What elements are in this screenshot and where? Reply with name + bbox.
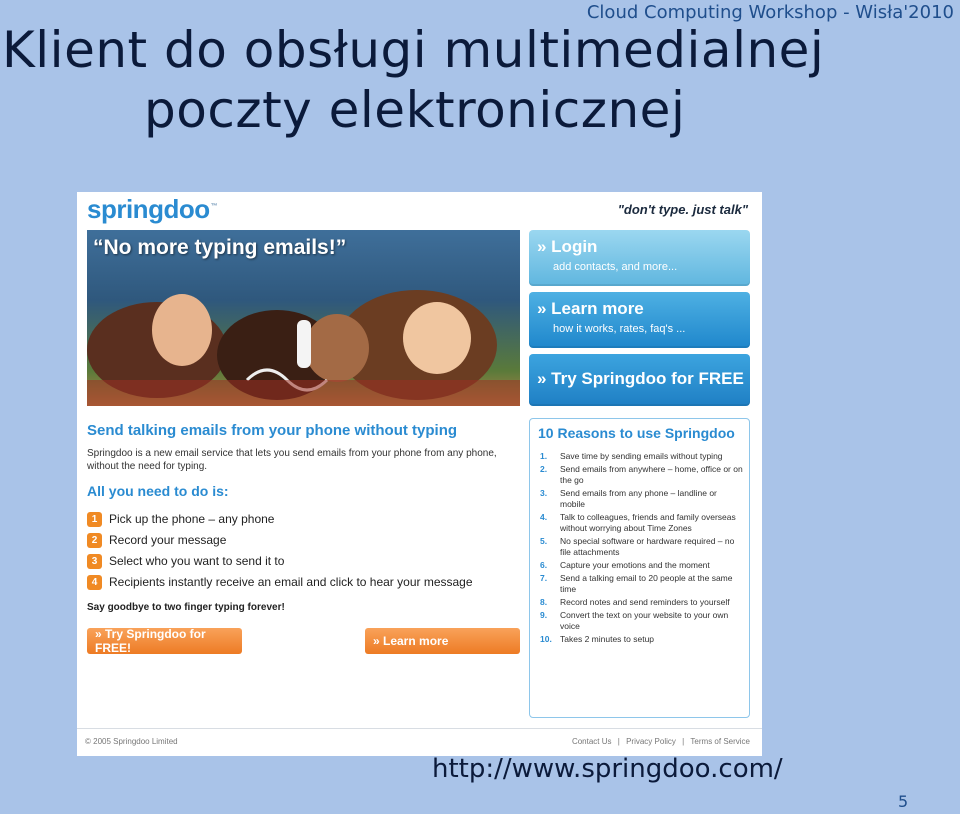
privacy-policy-link[interactable]: Privacy Policy	[626, 737, 676, 746]
reason-item	[540, 488, 743, 510]
send-heading: Send talking emails from your phone without typing	[87, 422, 458, 439]
reason-number: 6.	[540, 560, 548, 570]
reason-text: Send emails from any phone – landline or mobile	[560, 488, 717, 509]
slide-title-line-2: poczty elektronicznej	[144, 81, 686, 139]
contact-us-link[interactable]: Contact Us	[571, 737, 612, 746]
reason-item	[540, 573, 743, 595]
reasons-title: 10 Reasons to use Springdoo	[538, 425, 735, 441]
reason-item	[540, 451, 743, 462]
reason-number: 3.	[540, 488, 548, 498]
reason-item	[540, 634, 743, 645]
reason-number: 7.	[540, 573, 548, 583]
reason-number: 10.	[540, 634, 552, 644]
step-item	[87, 509, 520, 529]
reasons-list	[530, 451, 749, 645]
intro-text: Springdoo is a new email service that lets you send emails from your phone from any phone, without the need for typing.	[87, 448, 497, 472]
steps-list	[87, 509, 520, 592]
footer-links	[568, 737, 750, 746]
step-item	[87, 572, 520, 592]
slide-header-note: Cloud Computing Workshop - Wisła'2010	[586, 2, 954, 23]
reason-text: Capture your emotions and the moment	[560, 560, 710, 570]
footer-separator: |	[682, 737, 685, 746]
reason-text: Record notes and send reminders to yourself	[560, 597, 730, 607]
learn-more-subtitle: how it works, rates, faq's ...	[553, 323, 686, 335]
reason-text: Talk to colleagues, friends and family overseas without worrying about Time Zones	[560, 512, 736, 533]
springdoo-url[interactable]: http://www.springdoo.com/	[432, 754, 783, 784]
reason-number: 4.	[540, 512, 548, 522]
learn-more-title: » Learn more	[537, 299, 644, 318]
step-number-badge: 3	[87, 554, 102, 569]
footer-separator: |	[617, 737, 620, 746]
goodbye-text: Say goodbye to two finger typing forever!	[87, 602, 285, 613]
need-heading: All you need to do is:	[87, 483, 229, 499]
reason-number: 8.	[540, 597, 548, 607]
page-number: 5	[898, 792, 909, 811]
logo-trademark: ™	[210, 203, 218, 211]
learn-more-button[interactable]: » Learn more	[365, 628, 520, 654]
try-free-title: » Try Springdoo for FREE	[537, 369, 744, 388]
reason-text: Send emails from anywhere – home, office or on the go	[560, 464, 743, 485]
step-text: Pick up the phone – any phone	[109, 512, 275, 526]
springdoo-logo[interactable]	[87, 194, 217, 225]
step-item	[87, 530, 520, 550]
slide-title	[2, 20, 824, 140]
step-text: Recipients instantly receive an email and click to hear your message	[109, 575, 473, 589]
step-number-badge: 2	[87, 533, 102, 548]
reason-text: Save time by sending emails without typing	[560, 451, 723, 461]
reason-item	[540, 512, 743, 534]
step-number-badge: 1	[87, 512, 102, 527]
reason-text: No special software or hardware required – no file attachments	[560, 536, 735, 557]
site-footer	[77, 728, 762, 756]
logo-text: springdoo	[87, 194, 210, 224]
slide-title-line-1: Klient do obsługi multimedialnej	[2, 21, 825, 79]
reason-text: Send a talking email to 20 people at the same time	[560, 573, 733, 594]
copyright: © 2005 Springdoo Limited	[85, 737, 178, 746]
try-free-button[interactable]: » Try Springdoo for FREE!	[87, 628, 242, 654]
site-header	[77, 192, 762, 230]
reason-text: Convert the text on your website to your own voice	[560, 610, 729, 631]
step-text: Select who you want to send it to	[109, 554, 285, 568]
site-tagline: "don't type. just talk"	[617, 202, 748, 217]
step-number-badge: 4	[87, 575, 102, 590]
springdoo-screenshot	[77, 192, 762, 756]
reason-number: 1.	[540, 451, 548, 461]
main-content	[87, 422, 520, 613]
reason-number: 9.	[540, 610, 548, 620]
reason-item	[540, 464, 743, 486]
reason-number: 5.	[540, 536, 548, 546]
reasons-panel	[529, 418, 750, 718]
hero-quote: “No more typing emails!”	[93, 236, 347, 259]
login-subtitle: add contacts, and more...	[553, 261, 678, 273]
reason-item	[540, 597, 743, 608]
login-title: » Login	[537, 237, 598, 256]
step-text: Record your message	[109, 533, 227, 547]
reason-item	[540, 610, 743, 632]
reason-text: Takes 2 minutes to setup	[560, 634, 655, 644]
login-button[interactable]	[529, 230, 750, 286]
reason-number: 2.	[540, 464, 548, 474]
step-item	[87, 551, 520, 571]
learn-more-panel-button[interactable]	[529, 292, 750, 348]
try-free-panel-button[interactable]	[529, 354, 750, 406]
hero-image	[87, 230, 520, 406]
reason-item	[540, 536, 743, 558]
terms-of-service-link[interactable]: Terms of Service	[690, 737, 750, 746]
reason-item	[540, 560, 743, 571]
